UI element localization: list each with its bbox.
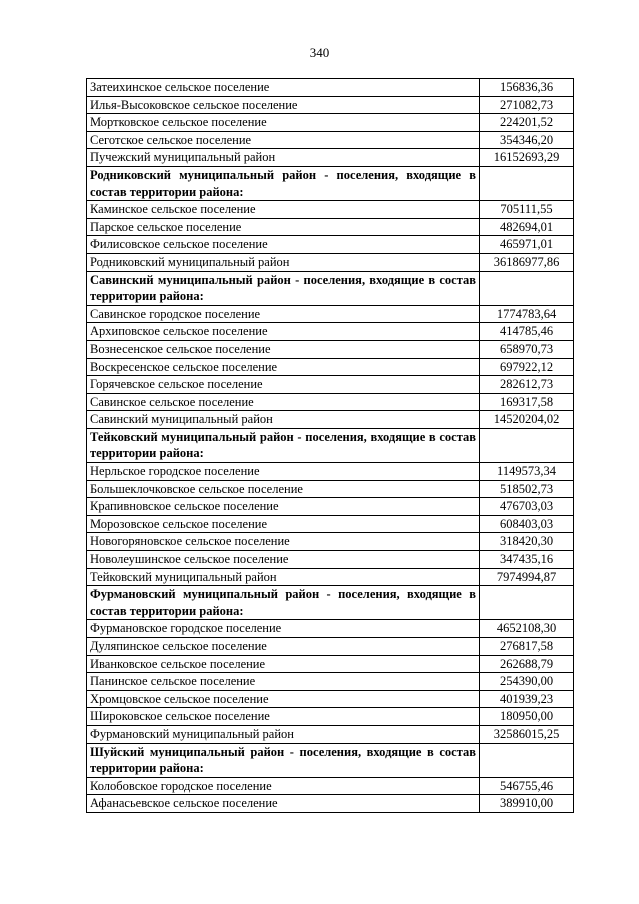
amount-cell: 401939,23 bbox=[480, 690, 574, 708]
district-header-row bbox=[87, 743, 574, 777]
amount-cell: 156836,36 bbox=[480, 79, 574, 97]
district-header-cell: Савинский муниципальный район - поселения, входящие в состав территории района: bbox=[87, 271, 480, 305]
amount-cell: 7974994,87 bbox=[480, 568, 574, 586]
amount-cell: 546755,46 bbox=[480, 777, 574, 795]
settlement-name-cell: Сеготское сельское поселение bbox=[87, 131, 480, 149]
settlement-name-cell: Хромцовское сельское поселение bbox=[87, 690, 480, 708]
table-row bbox=[87, 79, 574, 97]
amount-cell: 262688,79 bbox=[480, 655, 574, 673]
table-row bbox=[87, 253, 574, 271]
settlement-name-cell: Пучежский муниципальный район bbox=[87, 149, 480, 167]
table-row bbox=[87, 655, 574, 673]
amount-cell: 518502,73 bbox=[480, 480, 574, 498]
table-row bbox=[87, 480, 574, 498]
settlement-name-cell: Афанасьевское сельское поселение bbox=[87, 795, 480, 813]
settlement-name-cell: Широковское сельское поселение bbox=[87, 708, 480, 726]
table-row bbox=[87, 323, 574, 341]
settlement-name-cell: Парское сельское поселение bbox=[87, 218, 480, 236]
amount-cell: 32586015,25 bbox=[480, 725, 574, 743]
table-row bbox=[87, 498, 574, 516]
settlement-name-cell: Панинское сельское поселение bbox=[87, 673, 480, 691]
table-row bbox=[87, 795, 574, 813]
amount-cell: 224201,52 bbox=[480, 114, 574, 132]
table-row bbox=[87, 620, 574, 638]
amount-cell bbox=[480, 271, 574, 305]
table-row bbox=[87, 690, 574, 708]
table-row bbox=[87, 725, 574, 743]
table-row bbox=[87, 114, 574, 132]
amount-cell: 465971,01 bbox=[480, 236, 574, 254]
amount-cell: 282612,73 bbox=[480, 376, 574, 394]
amount-cell bbox=[480, 586, 574, 620]
district-header-row bbox=[87, 428, 574, 462]
settlement-name-cell: Воскресенское сельское поселение bbox=[87, 358, 480, 376]
amount-cell: 389910,00 bbox=[480, 795, 574, 813]
district-header-cell: Шуйский муниципальный район - поселения, входящие в состав территории района: bbox=[87, 743, 480, 777]
amount-cell: 347435,16 bbox=[480, 551, 574, 569]
amount-cell: 180950,00 bbox=[480, 708, 574, 726]
amount-cell: 254390,00 bbox=[480, 673, 574, 691]
table-row bbox=[87, 708, 574, 726]
district-header-cell: Родниковский муниципальный район - поселения, входящие в состав территории района: bbox=[87, 166, 480, 200]
table-row bbox=[87, 533, 574, 551]
amount-cell: 354346,20 bbox=[480, 131, 574, 149]
amount-cell: 658970,73 bbox=[480, 340, 574, 358]
settlement-name-cell: Савинское сельское поселение bbox=[87, 393, 480, 411]
table-row bbox=[87, 218, 574, 236]
amount-cell: 4652108,30 bbox=[480, 620, 574, 638]
table-row bbox=[87, 673, 574, 691]
settlement-name-cell: Родниковский муниципальный район bbox=[87, 253, 480, 271]
table-row bbox=[87, 393, 574, 411]
district-header-cell: Тейковский муниципальный район - поселения, входящие в состав территории района: bbox=[87, 428, 480, 462]
amount-cell bbox=[480, 743, 574, 777]
page-number: 340 bbox=[309, 45, 330, 60]
table-row bbox=[87, 149, 574, 167]
table-row bbox=[87, 236, 574, 254]
district-header-row bbox=[87, 586, 574, 620]
amount-cell bbox=[480, 166, 574, 200]
table-row bbox=[87, 411, 574, 429]
table-row bbox=[87, 551, 574, 569]
amount-cell: 1149573,34 bbox=[480, 463, 574, 481]
amount-cell: 476703,03 bbox=[480, 498, 574, 516]
settlement-name-cell: Тейковский муниципальный район bbox=[87, 568, 480, 586]
settlement-name-cell: Илья-Высоковское сельское поселение bbox=[87, 96, 480, 114]
district-header-row bbox=[87, 271, 574, 305]
settlement-name-cell: Фурмановский муниципальный район bbox=[87, 725, 480, 743]
amount-cell: 705111,55 bbox=[480, 201, 574, 219]
amount-cell: 414785,46 bbox=[480, 323, 574, 341]
table-row bbox=[87, 131, 574, 149]
settlement-name-cell: Дуляпинское сельское поселение bbox=[87, 638, 480, 656]
table-row bbox=[87, 568, 574, 586]
settlement-name-cell: Затеихинское сельское поселение bbox=[87, 79, 480, 97]
settlement-name-cell: Иванковское сельское поселение bbox=[87, 655, 480, 673]
amount-cell: 271082,73 bbox=[480, 96, 574, 114]
settlement-name-cell: Каминское сельское поселение bbox=[87, 201, 480, 219]
table-row bbox=[87, 777, 574, 795]
amount-cell: 36186977,86 bbox=[480, 253, 574, 271]
amount-cell: 482694,01 bbox=[480, 218, 574, 236]
table-row bbox=[87, 376, 574, 394]
settlement-name-cell: Большеклочковское сельское поселение bbox=[87, 480, 480, 498]
amount-cell: 1774783,64 bbox=[480, 305, 574, 323]
table-row bbox=[87, 358, 574, 376]
settlement-name-cell: Архиповское сельское поселение bbox=[87, 323, 480, 341]
table-row bbox=[87, 305, 574, 323]
settlement-name-cell: Савинский муниципальный район bbox=[87, 411, 480, 429]
table-row bbox=[87, 515, 574, 533]
settlement-name-cell: Фурмановское городское поселение bbox=[87, 620, 480, 638]
table-row bbox=[87, 96, 574, 114]
settlement-name-cell: Нерльское городское поселение bbox=[87, 463, 480, 481]
amount-cell: 318420,30 bbox=[480, 533, 574, 551]
budget-table bbox=[86, 78, 574, 813]
table-row bbox=[87, 463, 574, 481]
amount-cell: 608403,03 bbox=[480, 515, 574, 533]
settlement-name-cell: Новолеушинское сельское поселение bbox=[87, 551, 480, 569]
table-body bbox=[87, 79, 574, 813]
district-header-cell: Фурмановский муниципальный район - поселения, входящие в состав территории района: bbox=[87, 586, 480, 620]
table-row bbox=[87, 201, 574, 219]
settlement-name-cell: Морозовское сельское поселение bbox=[87, 515, 480, 533]
amount-cell bbox=[480, 428, 574, 462]
settlement-name-cell: Савинское городское поселение bbox=[87, 305, 480, 323]
settlement-name-cell: Вознесенское сельское поселение bbox=[87, 340, 480, 358]
amount-cell: 169317,58 bbox=[480, 393, 574, 411]
table-row bbox=[87, 638, 574, 656]
amount-cell: 14520204,02 bbox=[480, 411, 574, 429]
settlement-name-cell: Филисовское сельское поселение bbox=[87, 236, 480, 254]
amount-cell: 276817,58 bbox=[480, 638, 574, 656]
settlement-name-cell: Горячевское сельское поселение bbox=[87, 376, 480, 394]
settlement-name-cell: Мортковское сельское поселение bbox=[87, 114, 480, 132]
settlement-name-cell: Колобовское городское поселение bbox=[87, 777, 480, 795]
amount-cell: 697922,12 bbox=[480, 358, 574, 376]
district-header-row bbox=[87, 166, 574, 200]
settlement-name-cell: Новогоряновское сельское поселение bbox=[87, 533, 480, 551]
amount-cell: 16152693,29 bbox=[480, 149, 574, 167]
settlement-name-cell: Крапивновское сельское поселение bbox=[87, 498, 480, 516]
table-row bbox=[87, 340, 574, 358]
